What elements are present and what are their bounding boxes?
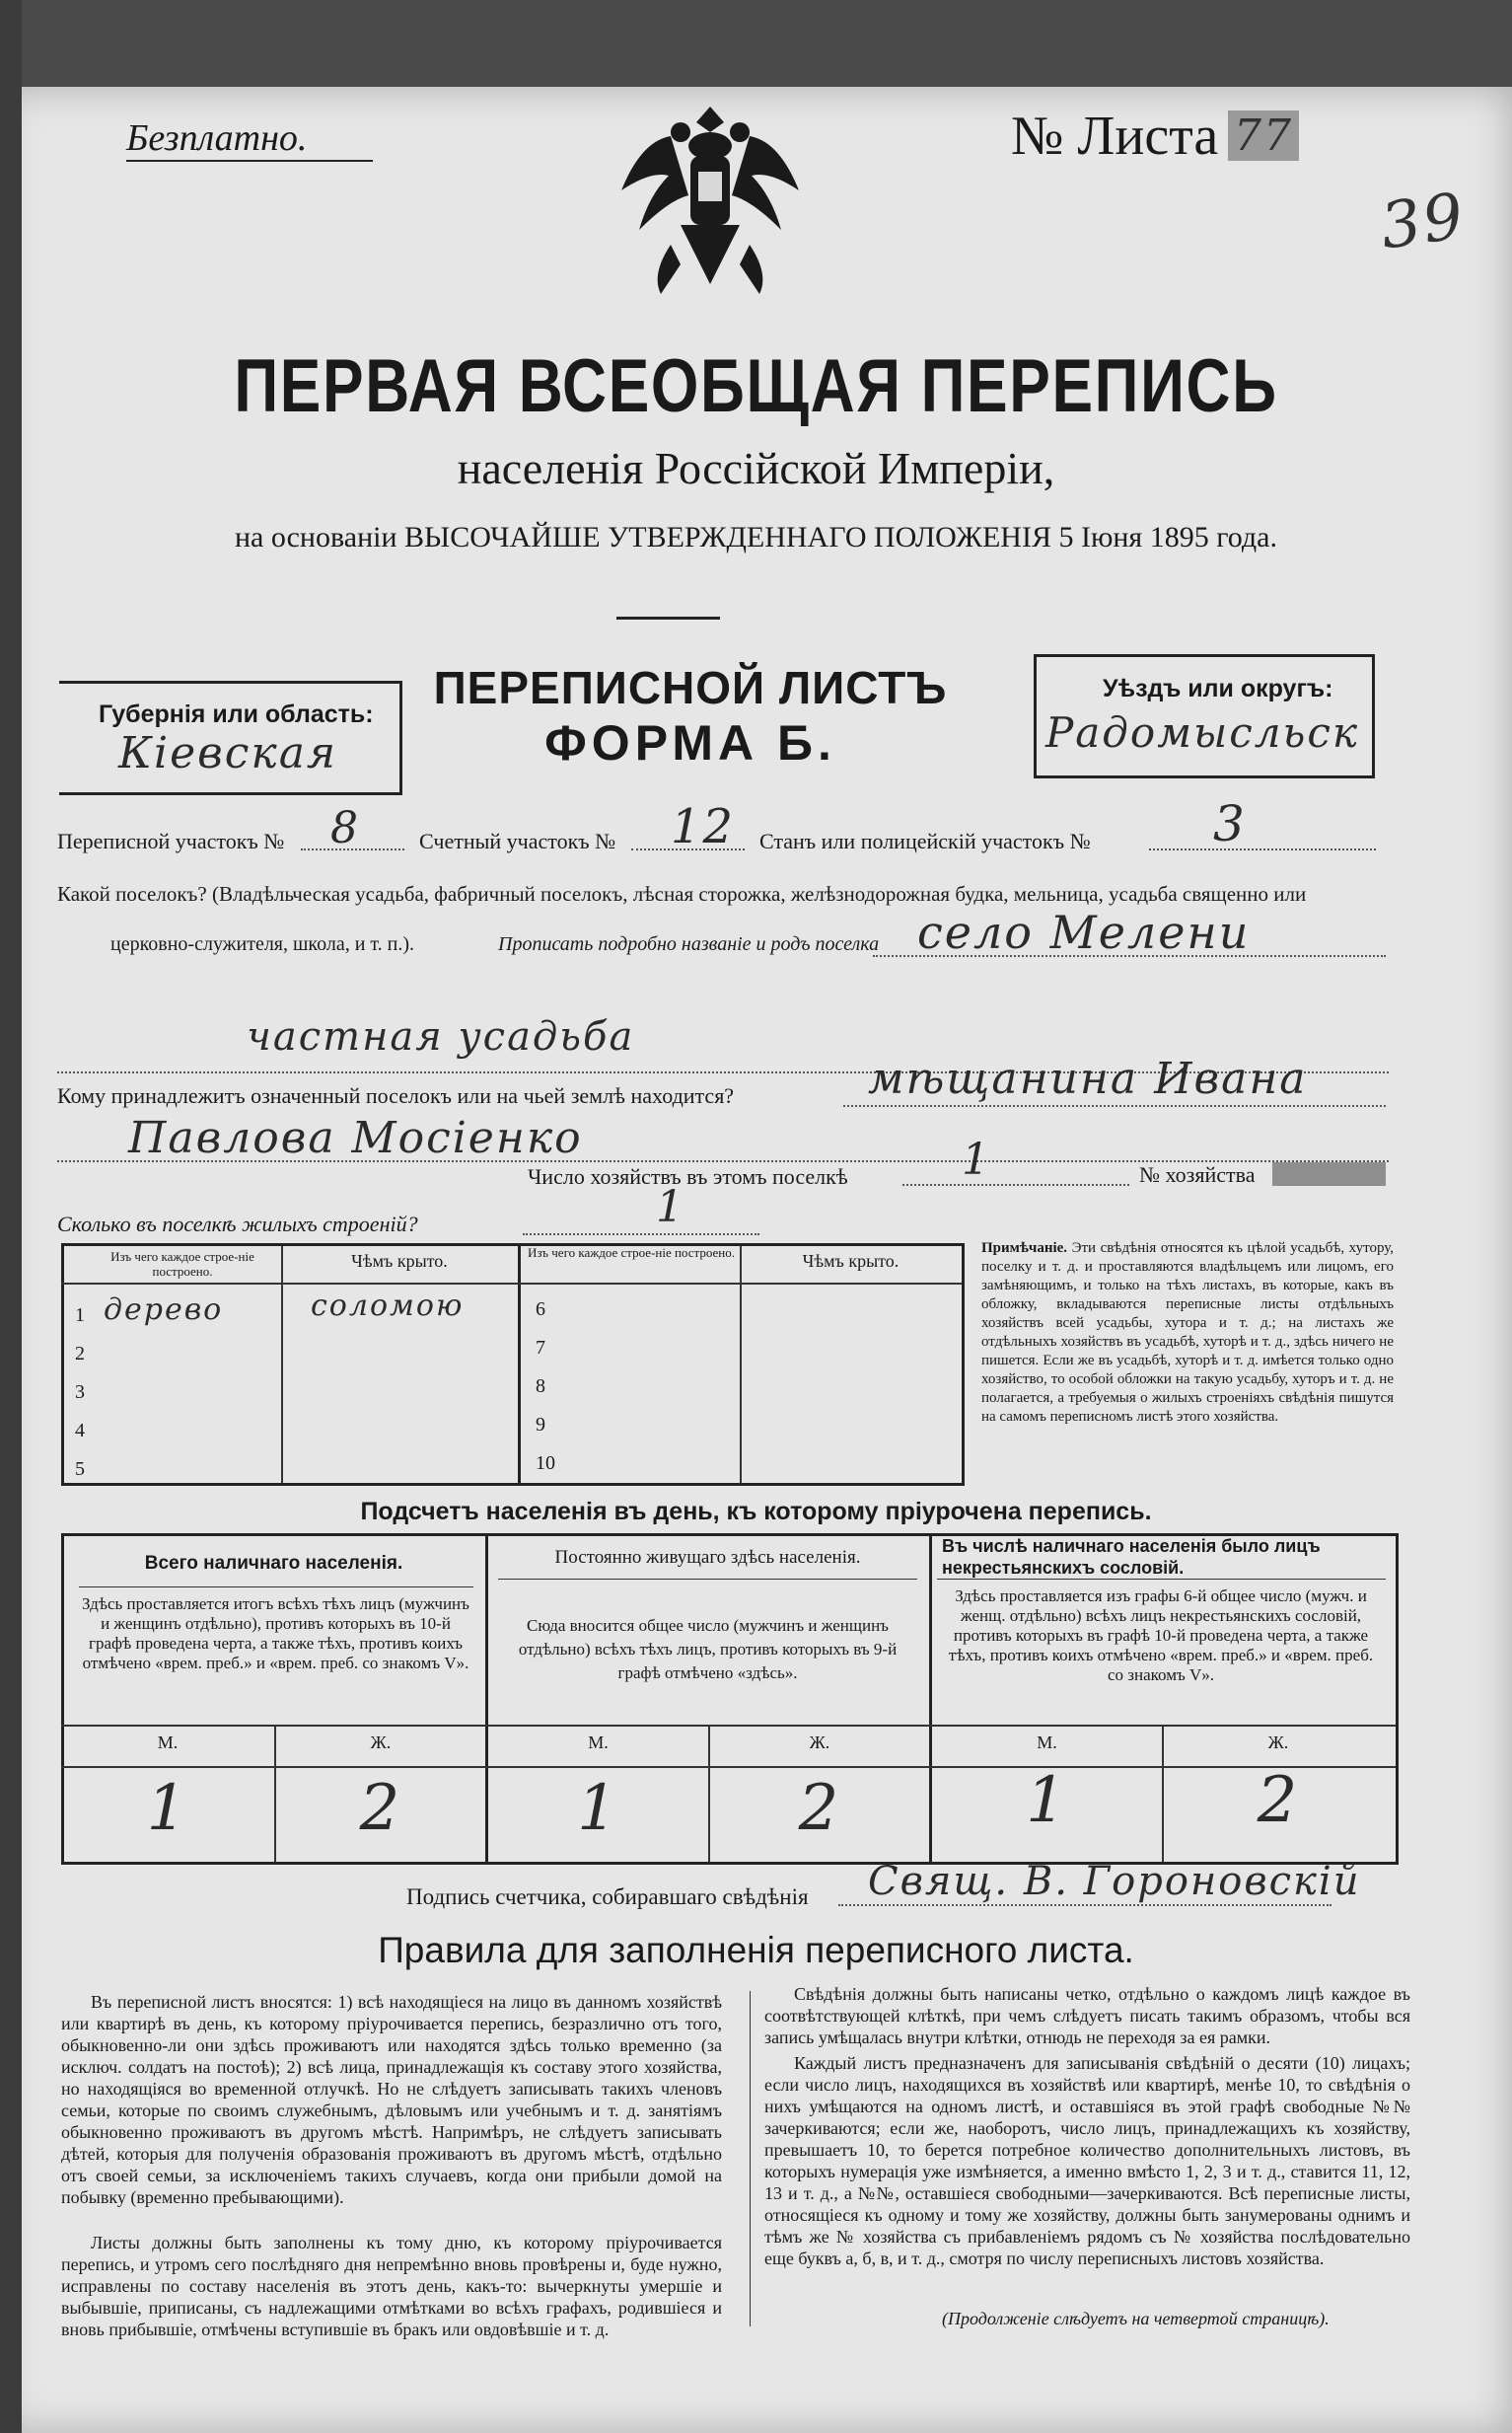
buildings-col4-header: Чѣмъ крыто. xyxy=(802,1251,900,1271)
population-col2-title-rule xyxy=(498,1579,917,1580)
resident-male-value: 1 xyxy=(577,1772,619,1845)
buildings-col2-header: Чѣмъ крыто. xyxy=(351,1251,448,1271)
buildings-line xyxy=(523,1233,759,1235)
note-label: Примѣчаніе. xyxy=(981,1240,1068,1256)
free-label: Безплатно. xyxy=(126,117,308,159)
f-label: Ж. xyxy=(809,1733,830,1752)
settlement-value: село Мелени xyxy=(917,906,1251,959)
main-title: ПЕРВАЯ ВСЕОБЩАЯ ПЕРЕПИСЬ xyxy=(234,344,1278,428)
building-1-material: дерево xyxy=(104,1292,224,1327)
row-number: 10 xyxy=(536,1452,555,1474)
nonpeasant-female-value: 2 xyxy=(1257,1764,1300,1837)
resident-female-value: 2 xyxy=(798,1772,841,1845)
note-text: Эти свѣдѣнія относятся къ цѣлой усадьбѣ, хутору, поселку и т. д. и проставляются владѣльцемъ или лицомъ, его замѣняющимъ, и только на тѣхъ листахъ, въ которые, какъ въ обложку, вкладываются переписные листы отдѣльныхъ хозяйствъ всей усадьбы, хутора и т. д.; на листахъ же отдѣльныхъ хозяйствъ въ усадьбѣ, хуторѣ и т. д., здѣсь ничего не пишется. Если же въ усадьбѣ, хуторѣ и т. д. имѣется только одно хозяйство, то особой обложки на такую усадьбу, хуторъ и т. д. не полагается, а требуемыя о жилыхъ строеніяхъ свѣдѣнія пишутся на самомъ переписномъ листѣ этого хозяйства. xyxy=(981,1240,1395,1425)
free-underline xyxy=(126,160,373,162)
households-label: Число хозяйствъ въ этомъ поселкѣ xyxy=(528,1164,848,1189)
census-sheet xyxy=(0,87,1512,2433)
gubernia-label: Губернія или область: xyxy=(99,700,374,728)
buildings-header-rule xyxy=(61,1283,962,1285)
rules-continuation: (Продолженіе слѣдуетъ на четвертой страницѣ). xyxy=(942,2309,1330,2328)
total-female-value: 2 xyxy=(359,1772,402,1845)
population-col2-text: Сюда вносится общее число (мужчинъ и женщинъ отдѣльно) всѣхъ тѣхъ лицъ, противъ которыхъ въ 9-й графѣ отмѣчено «здѣсь». xyxy=(518,1616,898,1682)
m-label: М. xyxy=(157,1733,179,1752)
form-name: ФОРМА Б. xyxy=(544,715,836,771)
stan-value: 3 xyxy=(1213,795,1247,852)
settlement-hint: Прописать подробно названіе и родъ поселка xyxy=(498,933,880,955)
stan-line xyxy=(1149,848,1376,850)
f-label: Ж. xyxy=(1267,1733,1289,1752)
rules-right-paragraph-1: Свѣдѣнія должны быть написаны четко, отдѣльно о каждомъ лицѣ каждое въ соотвѣтствующей клѣткѣ, при чемъ слѣдуетъ писать такимъ образомъ, чтобы вся запись умѣщалась внутри клѣтки, отнюдь не переходя за ея рамки. xyxy=(764,1984,1410,2047)
buildings-col1-header: Изъ чего каждое строе-ніе построено. xyxy=(110,1249,254,1279)
buildings-rows-left xyxy=(75,1296,85,1489)
owner-value-2: Павлова Мосіенко xyxy=(128,1113,583,1163)
m-label: М. xyxy=(1037,1733,1057,1752)
rules-column-divider xyxy=(750,1991,751,2326)
divider-rule xyxy=(616,617,720,620)
count-district-label: Счетный участокъ № xyxy=(419,829,616,853)
household-no-redaction xyxy=(1272,1162,1386,1186)
scan-left-edge xyxy=(0,0,22,2433)
rules-left-paragraph-2: Листы должны быть заполнены къ тому дню, къ которому пріурочивается перепись, и утромъ сего послѣдняго дня непремѣнно вновь провѣрены и, буде нужно, исправлены по составу населенія въ этотъ день, какъ-то: вычеркнуты умершіе и выбывшіе, приписаны, съ надлежащими отмѣтками во всѣхъ графахъ, родившіеся и вновь прибывшіе, отмѣчены вступившіе въ бракъ или овдовѣвшіе и т. д. xyxy=(61,2233,722,2339)
sheet-number-label: № Листа xyxy=(1011,106,1219,167)
row-number: 1 xyxy=(75,1304,85,1326)
signature-line xyxy=(838,1904,1332,1906)
sheet-title: ПЕРЕПИСНОЙ ЛИСТЪ xyxy=(433,662,948,713)
margin-number: 39 xyxy=(1376,180,1471,264)
uezd-label: Уѣздъ или округъ: xyxy=(1103,675,1333,702)
population-col1-title-rule xyxy=(79,1586,473,1587)
f-label: Ж. xyxy=(370,1733,392,1752)
row-number: 8 xyxy=(536,1375,545,1397)
owner-value: мѣщанина Ивана xyxy=(868,1054,1308,1104)
legal-basis: на основаніи ВЫСОЧАЙШЕ УТВЕРЖДЕННАГО ПОЛОЖЕНІЯ 5 Іюня 1895 года. xyxy=(235,521,1277,553)
buildings-table xyxy=(61,1243,965,1486)
households-value: 1 xyxy=(962,1135,991,1185)
buildings-col3-header: Изъ чего каждое строе-ніе построено. xyxy=(528,1245,735,1260)
building-1-roof: соломою xyxy=(311,1289,465,1323)
row-number: 7 xyxy=(536,1337,545,1359)
sheet-number-value: 77 xyxy=(1228,111,1299,161)
count-district-value: 12 xyxy=(671,799,736,854)
total-male-value: 1 xyxy=(146,1772,189,1845)
buildings-col-divider-2 xyxy=(740,1246,742,1483)
row-number: 9 xyxy=(536,1414,545,1436)
gubernia-value: Кіевская xyxy=(118,728,338,778)
subtitle: населенія Россійской Имперіи, xyxy=(457,443,1055,493)
settlement-label-cont: церковно-служителя, школа, и т. п.). xyxy=(110,933,414,955)
owner-label: Кому принадлежитъ означенный поселокъ или на чьей землѣ находится? xyxy=(57,1083,735,1108)
buildings-col-divider-mid xyxy=(518,1246,521,1483)
census-district-value: 8 xyxy=(330,803,360,853)
buildings-col-divider-1 xyxy=(281,1246,283,1483)
population-col3-title-rule xyxy=(937,1579,1386,1580)
row-number: 2 xyxy=(75,1343,85,1364)
household-no-label: № хозяйства xyxy=(1139,1162,1256,1187)
buildings-value: 1 xyxy=(656,1182,685,1232)
population-col3-title: Въ числѣ наличнаго населенія было лицъ некрестьянскихъ сословій. xyxy=(942,1536,1321,1578)
note xyxy=(981,1239,1394,1427)
row-number: 4 xyxy=(75,1420,85,1441)
stan-label: Станъ или полицейскій участокъ № xyxy=(759,829,1091,853)
uezd-value: Радомысльск xyxy=(1045,708,1359,757)
settlement-value-2: частная усадьба xyxy=(247,1014,635,1060)
households-line xyxy=(902,1184,1129,1186)
population-col3-text: Здѣсь проставляется изъ графы 6-й общее число (мужч. и женщ. отдѣльно) всѣхъ лицъ некрестьянскихъ сословій, противъ которыхъ въ графѣ 10-й проведена черта, а также тѣхъ, противъ коихъ отмѣчено «врем. преб.» и «врем. преб. со знакомъ V». xyxy=(948,1586,1374,1684)
population-col1-text: Здѣсь проставляется итогъ всѣхъ тѣхъ лицъ (мужчинъ и женщинъ отдѣльно), противъ которыхъ въ 10-й графѣ проведена черта, а также тѣхъ, противъ коихъ отмѣчено «врем. преб.» и «врем. преб. со знакомъ V». xyxy=(82,1594,469,1672)
buildings-label: Сколько въ поселкѣ жилыхъ строеній? xyxy=(57,1212,418,1236)
population-col2-title: Постоянно живущаго здѣсь населенія. xyxy=(554,1547,861,1568)
rules-heading: Правила для заполненія переписного листа. xyxy=(378,1930,1134,1970)
owner-line xyxy=(843,1105,1386,1107)
rules-left-paragraph-1: Въ переписной листъ вносятся: 1) всѣ находящіеся на лицо въ данномъ хозяйствѣ или квартирѣ въ день, къ которому пріурочивается перепись, безразлично отъ того, обыкновенно-ли они здѣсь проживаютъ или находятся здѣсь только временно (за исключ. солдатъ на постоѣ); 2) всѣ лица, принадлежащія къ составу этого хозяйства, но находящіяся во временной отлучкѣ. Но не слѣдуетъ записывать такихъ членовъ семьи, которые по своимъ служебнымъ, дѣловымъ или учебнымъ и т. д. занятіямъ обыкновенно проживаютъ въ другомъ мѣстѣ. Напримѣръ, не слѣдуетъ записывать дѣтей, которыя для полученія образованія проживаютъ въ другомъ мѣстѣ, отдѣльно отъ своей семьи, за исключеніемъ такихъ случаевъ, когда они прибыли домой на побывку (временно пребывающими). xyxy=(61,1992,722,2207)
nonpeasant-male-value: 1 xyxy=(1026,1764,1068,1837)
signature-value: Свящ. В. Гороновскій xyxy=(868,1859,1361,1904)
bleed-through-text xyxy=(168,181,582,329)
row-number: 6 xyxy=(536,1298,545,1320)
double-headed-eagle-emblem xyxy=(612,87,809,314)
row-number: 3 xyxy=(75,1381,85,1403)
buildings-rows-right xyxy=(536,1290,555,1483)
population-heading: Подсчетъ населенія въ день, къ которому пріурочена перепись. xyxy=(360,1498,1152,1525)
census-district-label: Переписной участокъ № xyxy=(57,829,285,853)
settlement-label: Какой поселокъ? (Владѣльческая усадьба, фабричный поселокъ, лѣсная сторожка, желѣзнодорожная будка, мельница, усадьба священно или xyxy=(57,882,1307,906)
population-col1-title: Всего наличнаго населенія. xyxy=(144,1553,403,1574)
rules-right-paragraph-2: Каждый листъ предназначенъ для записыванія свѣдѣній о десяти (10) лицахъ; если число лицъ, находящихся въ хозяйствѣ или квартирѣ, менѣе 10, то свѣдѣнія о нихъ умѣщаются на одномъ листѣ, и оставшіяся въ этой графѣ свободные №№ зачеркиваются; если же, наоборотъ, число лицъ, принадлежащихъ къ хозяйству, превышаетъ 10, то берется потребное количество дополнительныхъ листовъ, въ которыхъ нумерація уже измѣняется, а именно вмѣсто 1, 2, 3 и т. д., ставится 11, 12, 13 и т. д., а №№, оставшіеся свободными—зачеркиваются. Всѣ переписные листы, относящіеся къ одному и тому же хозяйству, должны быть занумерованы однимъ и тѣмъ же № хозяйства съ прибавленіемъ рядомъ съ № хозяйства послѣдовательно еще буквъ а, б, в, и т. д., смотря по числу переписныхъ листовъ хозяйства. xyxy=(764,2053,1410,2268)
row-number: 5 xyxy=(75,1458,85,1480)
m-label: М. xyxy=(588,1733,609,1752)
signature-label: Подпись счетчика, собиравшаго свѣдѣнія xyxy=(406,1884,809,1909)
population-mf-rule-top xyxy=(61,1725,1396,1727)
